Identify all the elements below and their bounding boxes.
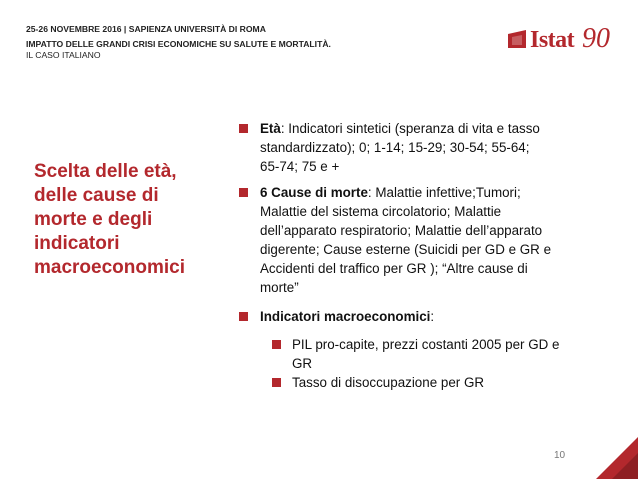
bullet-item-indicatori-macroeconomici [236, 307, 616, 326]
sub-bullet-text: GR [292, 356, 313, 371]
square-bullet-icon [239, 124, 248, 133]
square-bullet-icon [239, 312, 248, 321]
bullet-text: : Malattie infettive;Tumori; [367, 185, 521, 200]
sub-bullet-item-disoccupazione [236, 373, 616, 392]
istat-logo-number: 90 [582, 23, 610, 54]
header-title-line: IMPATTO DELLE GRANDI CRISI ECONOMICHE SU SALUTE E MORTALITÀ. [26, 39, 331, 49]
sub-bullet-item-pil [236, 335, 616, 373]
title-line: delle cause di [34, 185, 159, 206]
sub-bullet-text: Tasso di disoccupazione per GR [292, 375, 485, 390]
bullet-text: Accidenti del traffico per GR ); “Altre cause di [260, 261, 528, 276]
bullet-text: dell’apparato respiratorio; Malattie dell’apparato [260, 223, 543, 238]
bullet-item-cause-di-morte [236, 183, 616, 297]
slide-title [34, 160, 214, 280]
bullet-text: : Indicatori sintetici (speranza di vita e tasso [280, 121, 540, 136]
title-line: morte e degli [34, 209, 153, 230]
bullet-text: : [430, 309, 435, 324]
corner-decoration-icon [590, 431, 638, 479]
sub-bullet-text: PIL pro-capite, prezzi costanti 2005 per GD e [292, 337, 560, 352]
square-bullet-icon [239, 188, 248, 197]
bullet-text: 65-74; 75 e + [260, 159, 340, 174]
bullet-text: standardizzato); 0; 1-14; 15-29; 30-54; 55-64; [260, 140, 530, 155]
header-subtitle-line: IL CASO ITALIANO [26, 50, 101, 60]
bullet-label: Indicatori macroeconomici [260, 309, 431, 324]
bullet-text: digerente; Cause esterne (Suicidi per GD e GR e [260, 242, 552, 257]
title-line: macroeconomici [34, 257, 185, 278]
title-line: indicatori [34, 233, 120, 254]
bullet-item-eta [236, 119, 616, 176]
square-bullet-icon [272, 378, 281, 387]
istat-logo-word: Istat [530, 27, 575, 53]
title-line: Scelta delle età, [34, 161, 177, 182]
istat-logo-icon [506, 28, 528, 50]
bullet-text: morte” [260, 280, 299, 295]
bullet-text: Malattie del sistema circolatorio; Malattie [260, 204, 502, 219]
bullet-list [236, 119, 616, 392]
header-event-line: 25-26 NOVEMBRE 2016 | SAPIENZA UNIVERSITÀ DI ROMA [26, 24, 266, 34]
slide-header [26, 24, 456, 60]
bullet-label: Età [260, 121, 281, 136]
bullet-label: 6 Cause di morte [260, 185, 368, 200]
square-bullet-icon [272, 340, 281, 349]
page-number: 10 [554, 450, 566, 461]
istat-logo [506, 22, 610, 56]
